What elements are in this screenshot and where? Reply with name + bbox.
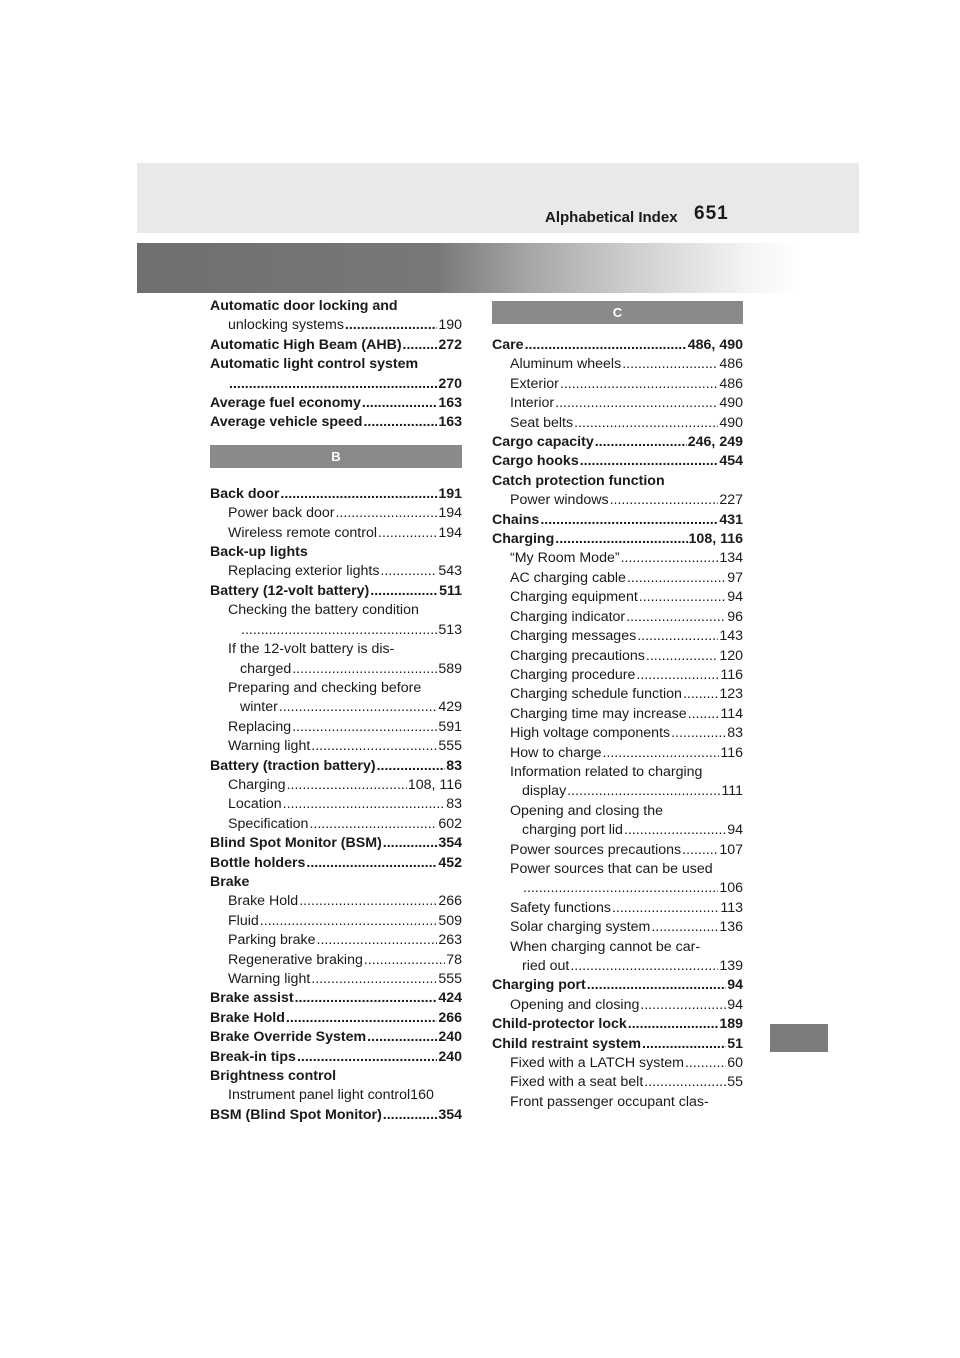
index-subentry: Charging schedule function ..... 123: [492, 685, 743, 704]
index-subentry: Information related to charging: [510, 763, 703, 780]
index-subentry: Power windows ..... 227: [492, 491, 743, 510]
index-entry: Back-up lights: [210, 544, 308, 561]
index-entry: Brake assist ..... 424: [210, 989, 462, 1008]
index-entry: ..... 270: [210, 375, 462, 394]
index-subentry: Front passenger occupant clas-: [510, 1093, 709, 1110]
index-entry: Care ..... 486, 490: [492, 336, 743, 355]
index-subentry: Specification ..... 602: [210, 815, 462, 834]
index-subentry: Opening and closing ..... 94: [492, 996, 743, 1015]
index-entry: Brightness control: [210, 1068, 337, 1085]
index-subentry: Charging time may increase ..... 114: [492, 705, 743, 724]
index-subentry: Power back door ..... 194: [210, 504, 462, 523]
index-subentry: Safety functions ..... 113: [492, 899, 743, 918]
index-entry: Bottle holders ..... 452: [210, 854, 462, 873]
index-subentry: Charging equipment ..... 94: [492, 588, 743, 607]
index-subentry: When charging cannot be car-: [510, 938, 701, 955]
index-subentry: Solar charging system ..... 136: [492, 918, 743, 937]
index-subentry: Preparing and checking before: [228, 679, 422, 696]
index-subentry: ..... 106: [492, 879, 743, 898]
index-subentry: How to charge ..... 116: [492, 744, 743, 763]
index-subentry: ried out ..... 139: [492, 957, 743, 976]
index-subentry: Warning light ..... 555: [210, 970, 462, 989]
index-subentry: charging port lid ..... 94: [492, 821, 743, 840]
index-entry: Charging port ..... 94: [492, 976, 743, 995]
index-entry: Blind Spot Monitor (BSM) ..... 354: [210, 834, 462, 853]
index-subentry: Opening and closing the: [510, 802, 664, 819]
header-gradient-bar: [137, 243, 801, 293]
index-subentry: AC charging cable ..... 97: [492, 569, 743, 588]
index-subentry: Charging procedure ..... 116: [492, 666, 743, 685]
index-entry: Back door ..... 191: [210, 485, 462, 504]
index-thumb-tab: [770, 1024, 828, 1052]
index-entry: Battery (traction battery) ..... 83: [210, 757, 462, 776]
index-subentry: Aluminum wheels ..... 486: [492, 355, 743, 374]
index-subentry: Instrument panel light control160: [228, 1087, 434, 1104]
index-entry: Catch protection function: [492, 472, 665, 489]
index-entry: Child-protector lock ..... 189: [492, 1015, 743, 1034]
index-subentry: Charging indicator ..... 96: [492, 608, 743, 627]
index-entry: Brake: [210, 873, 250, 890]
index-subentry: If the 12-volt battery is dis-: [228, 641, 395, 658]
index-subentry: display ..... 111: [492, 782, 743, 801]
index-entry: Automatic High Beam (AHB) ..... 272: [210, 336, 462, 355]
index-subentry: Seat belts ..... 490: [492, 414, 743, 433]
index-subentry: Fixed with a LATCH system ..... 60: [492, 1054, 743, 1073]
index-column-right: [492, 297, 743, 1112]
index-entry: Automatic door locking and: [210, 298, 398, 314]
index-entry: Battery (12-volt battery) ..... 511: [210, 582, 462, 601]
index-subentry: charged ..... 589: [210, 660, 462, 679]
index-entry: Break-in tips ..... 240: [210, 1048, 462, 1067]
index-subentry: Warning light ..... 555: [210, 737, 462, 756]
index-subentry: Checking the battery condition: [228, 602, 419, 619]
index-subentry: Power sources precautions ..... 107: [492, 841, 743, 860]
index-subentry: “My Room Mode” ..... 134: [492, 549, 743, 568]
index-entry: Brake Hold ..... 266: [210, 1009, 462, 1028]
letter-heading-c: C: [492, 301, 743, 324]
index-subentry: ..... 513: [210, 621, 462, 640]
index-subentry: Fixed with a seat belt ..... 55: [492, 1073, 743, 1092]
index-subentry: Fluid ..... 509: [210, 912, 462, 931]
index-entry: BSM (Blind Spot Monitor) ..... 354: [210, 1106, 462, 1125]
index-subentry: Interior ..... 490: [492, 394, 743, 413]
header-band: [137, 163, 859, 233]
index-subentry: Location ..... 83: [210, 795, 462, 814]
index-subentry: Replacing exterior lights ..... 543: [210, 562, 462, 581]
header-title: Alphabetical Index: [545, 209, 678, 226]
index-subentry: Power sources that can be used: [510, 860, 713, 877]
index-entry: Child restraint system ..... 51: [492, 1035, 743, 1054]
index-subentry: Exterior ..... 486: [492, 375, 743, 394]
index-entry: Average fuel economy ..... 163: [210, 394, 462, 413]
page-number: 651: [694, 203, 729, 224]
index-subentry: winter ..... 429: [210, 698, 462, 717]
index-subentry: Parking brake ..... 263: [210, 931, 462, 950]
index-subentry: Charging precautions ..... 120: [492, 647, 743, 666]
letter-heading-b: B: [210, 445, 462, 468]
index-entry: Automatic light control system: [210, 356, 419, 373]
index-entry: Brake Override System ..... 240: [210, 1028, 462, 1047]
index-entry: Cargo hooks ..... 454: [492, 452, 743, 471]
index-entry: Charging ..... 108, 116: [492, 530, 743, 549]
index-subentry: High voltage components ..... 83: [492, 724, 743, 743]
index-subentry: Wireless remote control ..... 194: [210, 524, 462, 543]
index-column-left: [210, 297, 462, 1125]
index-entry: unlocking systems ..... 190: [210, 316, 462, 335]
index-subentry: Replacing ..... 591: [210, 718, 462, 737]
index-subentry: Charging messages ..... 143: [492, 627, 743, 646]
index-entry: Chains ..... 431: [492, 511, 743, 530]
index-entry: Average vehicle speed ..... 163: [210, 413, 462, 432]
index-subentry: Regenerative braking ..... 78: [210, 951, 462, 970]
index-subentry: Charging ..... 108, 116: [210, 776, 462, 795]
index-subentry: Brake Hold ..... 266: [210, 892, 462, 911]
index-entry: Cargo capacity ..... 246, 249: [492, 433, 743, 452]
